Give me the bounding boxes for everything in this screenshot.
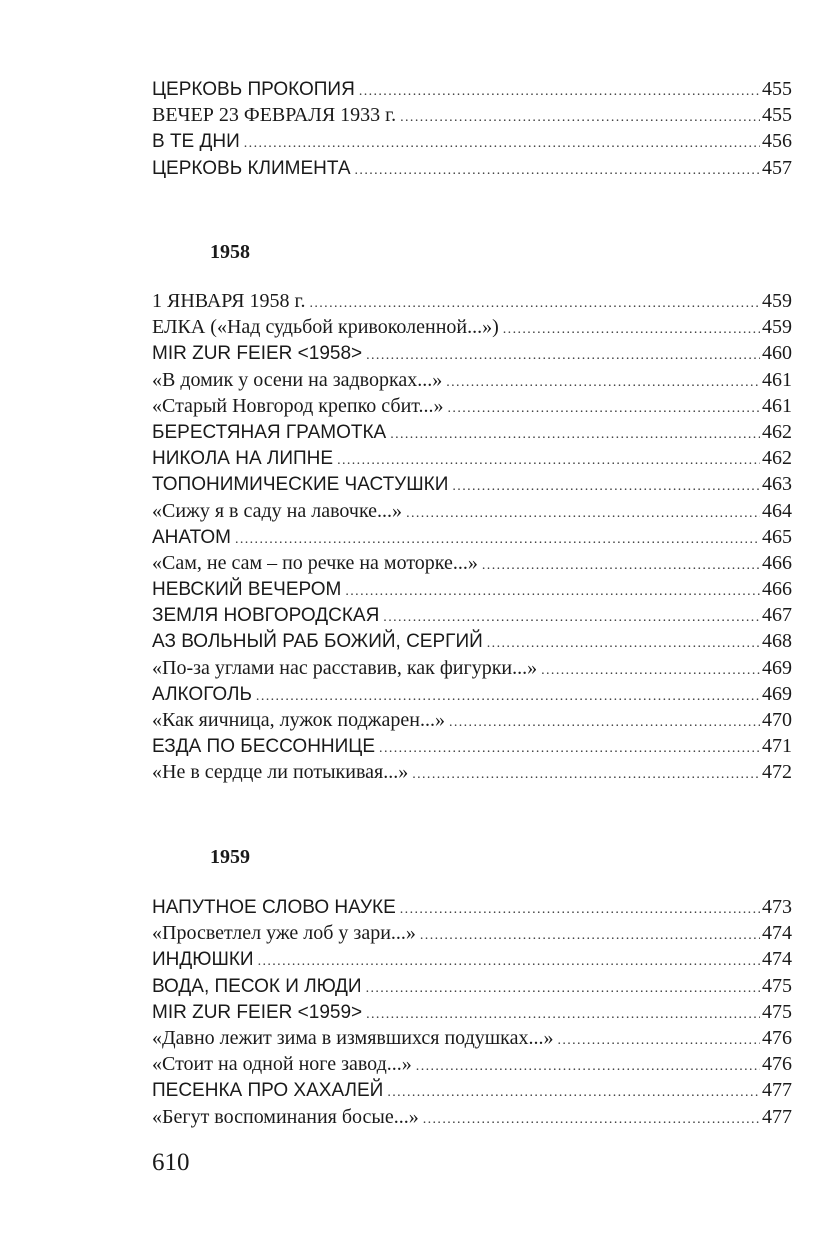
toc-entry-page: 466 xyxy=(762,551,792,574)
toc-entry-title: ЦЕРКОВЬ КЛИМЕНТА xyxy=(152,157,351,179)
toc-entry-page: 477 xyxy=(762,1079,792,1102)
toc-entry-title: ПЕСЕНКА ПРО ХАХАЛЕЙ xyxy=(152,1080,384,1102)
toc-entry xyxy=(152,1051,792,1077)
dot-leader xyxy=(503,317,760,343)
toc-entry-page: 459 xyxy=(762,290,792,312)
toc-entry xyxy=(152,314,792,340)
toc-entry-page: 470 xyxy=(762,709,792,731)
dot-leader xyxy=(337,448,760,474)
toc-entry-title: АЗ ВОЛЬНЫЙ РАБ БОЖИЙ, СЕРГИЙ xyxy=(152,631,483,653)
toc-entry xyxy=(152,498,792,524)
toc-section-continued xyxy=(152,76,792,181)
dot-leader xyxy=(379,736,760,762)
toc-entry xyxy=(152,1077,792,1103)
toc-entry-page: 472 xyxy=(762,761,792,784)
toc-entry xyxy=(152,128,792,154)
toc-entry-page: 457 xyxy=(762,156,792,179)
toc-entry-page: 464 xyxy=(762,499,792,522)
toc-entry-page: 465 xyxy=(762,525,792,548)
toc-entry xyxy=(152,419,792,445)
dot-leader xyxy=(366,976,760,1002)
dot-leader xyxy=(449,710,760,736)
toc-entry-title: НЕВСКИЙ ВЕЧЕРОМ xyxy=(152,579,342,601)
toc-entry-page: 455 xyxy=(762,78,792,100)
toc-entry-title: БЕРЕСТЯНАЯ ГРАМОТКА xyxy=(152,421,387,443)
toc-entry-title: ЕЗДА ПО БЕССОННИЦЕ xyxy=(152,736,376,758)
toc-entry xyxy=(152,367,792,393)
toc-entry xyxy=(152,681,792,707)
toc-entry-title: ЦЕРКОВЬ ПРОКОПИЯ xyxy=(152,79,355,100)
toc-entry xyxy=(152,445,792,471)
toc-entry xyxy=(152,999,792,1025)
dot-leader xyxy=(258,949,760,975)
toc-entry-title: MIR ZUR FEIER <1959> xyxy=(152,1001,363,1023)
toc-section-1958 xyxy=(152,288,792,786)
toc-entry-page: 476 xyxy=(762,1053,792,1076)
toc-entry xyxy=(152,340,792,366)
toc-entry-page: 461 xyxy=(762,394,792,417)
dot-leader xyxy=(416,1054,760,1080)
toc-entry xyxy=(152,707,792,733)
toc-entry xyxy=(152,602,792,628)
dot-leader xyxy=(448,396,760,422)
dot-leader xyxy=(541,658,760,684)
dot-leader xyxy=(406,501,760,527)
toc-entry-title: ЕЛКА («Над судьбой кривоколенной...») xyxy=(152,316,499,339)
toc-entry-title: «Стоит на одной ноге завод...» xyxy=(152,1053,412,1076)
toc-entry-title: «По-за углами нас расставив, как фигурки...» xyxy=(152,656,538,679)
toc-entry-title: В ТЕ ДНИ xyxy=(152,131,240,153)
toc-entry xyxy=(152,655,792,681)
dot-leader xyxy=(383,605,760,631)
toc-entry-title: «Сам, не сам – по речке на моторке...» xyxy=(152,551,478,574)
toc-entry xyxy=(152,894,792,920)
toc-entry-page: 460 xyxy=(762,342,792,365)
toc-entry-title: НИКОЛА НА ЛИПНЕ xyxy=(152,448,334,470)
toc-entry-page: 469 xyxy=(762,656,792,679)
toc-entry xyxy=(152,524,792,550)
toc-entry-page: 459 xyxy=(762,316,792,339)
toc-entry xyxy=(152,973,792,999)
toc-entry xyxy=(152,76,792,102)
dot-leader xyxy=(390,422,760,448)
toc-entry-title: ТОПОНИМИЧЕСКИЕ ЧАСТУШКИ xyxy=(152,474,449,496)
toc-entry-title: «Бегут воспоминания босые...» xyxy=(152,1105,419,1128)
toc-entry xyxy=(152,1104,792,1130)
toc-entry xyxy=(152,946,792,972)
toc-entry xyxy=(152,288,792,314)
toc-entry-page: 462 xyxy=(762,420,792,443)
dot-leader xyxy=(557,1028,760,1054)
toc-entry-page: 469 xyxy=(762,682,792,705)
toc-entry-title: АЛКОГОЛЬ xyxy=(152,683,252,705)
toc-entry-page: 475 xyxy=(762,974,792,997)
toc-entry-title: ИНДЮШКИ xyxy=(152,949,254,971)
toc-entry-page: 466 xyxy=(762,578,792,601)
dot-leader xyxy=(420,923,760,949)
dot-leader xyxy=(400,897,760,923)
toc-entry-title: НАПУТНОЕ СЛОВО НАУКЕ xyxy=(152,897,396,918)
year-heading-1959: 1959 xyxy=(210,846,250,868)
toc-entry-page: 456 xyxy=(762,130,792,153)
toc-entry xyxy=(152,920,792,946)
toc-entry-title: «В домик у осени на задворках...» xyxy=(152,368,443,391)
toc-entry xyxy=(152,628,792,654)
toc-entry-page: 471 xyxy=(762,735,792,758)
page-number: 610 xyxy=(152,1149,190,1176)
toc-entry xyxy=(152,393,792,419)
toc-entry-page: 474 xyxy=(762,948,792,971)
dot-leader xyxy=(355,158,760,184)
toc-entry-page: 477 xyxy=(762,1105,792,1128)
toc-entry-page: 474 xyxy=(762,922,792,945)
year-heading-1958: 1958 xyxy=(210,241,250,263)
toc-entry xyxy=(152,550,792,576)
toc-entry-title: «Не в сердце ли потыкивая...» xyxy=(152,761,409,784)
toc-entry xyxy=(152,102,792,128)
toc-entry-page: 468 xyxy=(762,630,792,653)
toc-entry-title: «Как яичница, лужок поджарен...» xyxy=(152,709,445,731)
toc-entry xyxy=(152,576,792,602)
toc-entry-page: 467 xyxy=(762,604,792,627)
dot-leader xyxy=(482,553,760,579)
dot-leader xyxy=(359,79,760,105)
toc-entry-page: 462 xyxy=(762,447,792,470)
toc-entry-title: MIR ZUR FEIER <1958> xyxy=(152,343,363,365)
toc-section-1959 xyxy=(152,894,792,1130)
dot-leader xyxy=(244,131,760,157)
toc-entry-title: «Сижу я в саду на лавочке...» xyxy=(152,499,403,522)
dot-leader xyxy=(452,474,760,500)
dot-leader xyxy=(345,579,760,605)
toc-entry xyxy=(152,471,792,497)
toc-entry xyxy=(152,759,792,785)
toc-entry xyxy=(152,155,792,181)
toc-entry-title: «Просветлел уже лоб у зари...» xyxy=(152,922,416,945)
dot-leader xyxy=(412,762,760,788)
toc-entry-title: «Давно лежит зима в измявшихся подушках...» xyxy=(152,1026,554,1049)
toc-entry-page: 475 xyxy=(762,1000,792,1023)
toc-entry-title: АНАТОМ xyxy=(152,526,231,548)
toc-entry-page: 476 xyxy=(762,1026,792,1049)
toc-entry-title: ВОДА, ПЕСОК И ЛЮДИ xyxy=(152,975,362,997)
toc-entry-title: «Старый Новгород крепко сбит...» xyxy=(152,394,444,417)
toc-entry-page: 461 xyxy=(762,368,792,391)
toc-entry-page: 455 xyxy=(762,104,792,127)
dot-leader xyxy=(387,1080,760,1106)
toc-entry-title: 1 ЯНВАРЯ 1958 г. xyxy=(152,290,306,312)
toc-entry-title: ЗЕМЛЯ НОВГОРОДСКАЯ xyxy=(152,605,380,627)
dot-leader xyxy=(400,105,760,131)
toc-entry-page: 473 xyxy=(762,896,792,918)
toc-entry xyxy=(152,733,792,759)
toc-entry-title: ВЕЧЕР 23 ФЕВРАЛЯ 1933 г. xyxy=(152,104,397,127)
toc-entry-page: 463 xyxy=(762,473,792,496)
dot-leader xyxy=(423,1107,760,1133)
toc-entry xyxy=(152,1025,792,1051)
dot-leader xyxy=(446,370,760,396)
